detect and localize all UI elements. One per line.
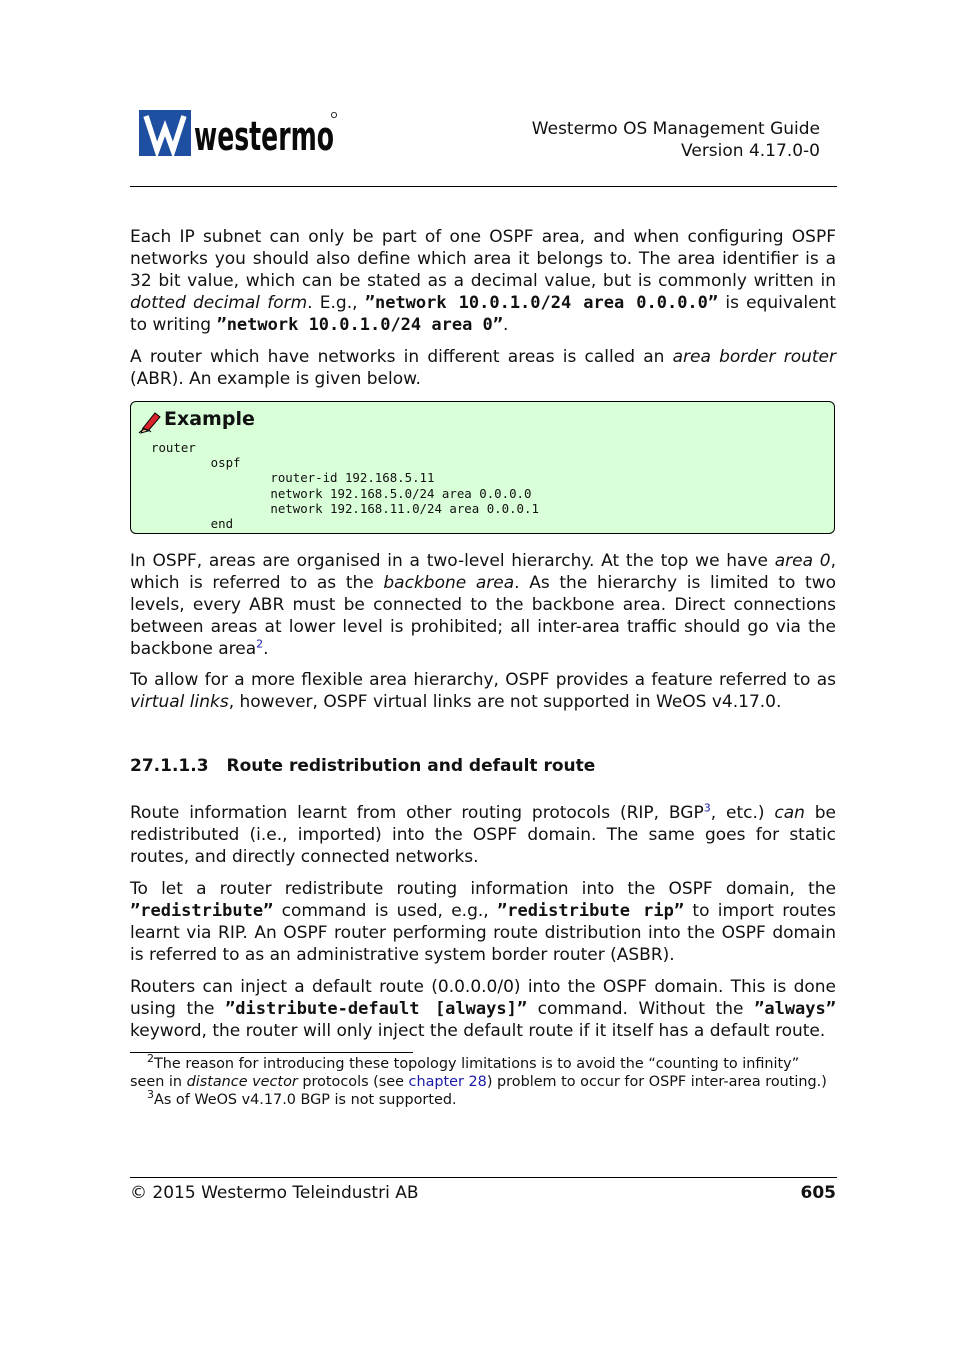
example-box <box>130 401 835 534</box>
copyright: © 2015 Westermo Teleindustri AB <box>130 1183 419 1203</box>
copyright-icon: © <box>130 1183 147 1203</box>
paragraph-redistribution: Route information learnt from other routing protocols (RIP, BGP$^3$, etc.) can be redistributed (i.e., imported) into the OSPF domain. The same goes for static routes, and directly connected networks. <box>130 801 837 867</box>
paragraph-redistribute-command: To let a router redistribute routing information into the OSPF domain, the ”redistribute” command is used, e.g., ”redistribute rip” to import routes learnt via RIP. An OSPF router performing route distribution into the OSPF domain is referred to as an administrative system border router (ASBR). <box>130 879 836 965</box>
document-header <box>532 118 820 162</box>
footer-rule <box>130 1177 837 1178</box>
paragraph-hierarchy: In OSPF, areas are organised in a two-level hierarchy. At the top we have area 0, which is referred to as the backbone area. As the hierarchy is limited to two levels, every ABR must be connected to the backbone area. Direct connections between areas at lower level is prohibited; all inter-area traffic should go via the backbone area$^2$. <box>130 551 837 659</box>
logo-wordmark: westermo <box>194 114 334 160</box>
paragraph-area-identifier: Each IP subnet can only be part of one OSPF area, and when configuring OSPF networks you should also define which area it belongs to. The area identifier is a 32 bit value, which can be stated as a decimal value, but is commonly written in dotted decimal form. E.g., ”network 10.0.1.0/24 area 0.0.0.0” is equivalent to writing ”network 10.0.1.0/24 area 0”. <box>130 227 836 335</box>
chapter-link[interactable]: chapter 28 <box>408 1074 487 1090</box>
footnote-ref-3[interactable]: 3 <box>703 801 711 815</box>
example-title: Example <box>164 408 255 430</box>
guide-version: Version 4.17.0-0 <box>681 141 820 161</box>
footnote-2: $^2$The reason for introducing these topology limitations is to avoid the “counting to infinity” seen in distance vector protocols (see chapter 28) problem to occur for OSPF inter-area routing.) <box>130 1052 827 1090</box>
section-number: 27.1.1.3 <box>130 756 209 776</box>
westermo-logo-mark <box>139 110 339 158</box>
example-code: router ospf router-id 192.168.5.11 network 192.168.5.0/24 area 0.0.0.0 network 192.168.11.0/24 area 0.0.0.1 end <box>151 440 539 532</box>
section-title: Route redistribution and default route <box>226 756 596 776</box>
footnote-rule <box>130 1052 413 1053</box>
example-pen-icon <box>137 408 163 434</box>
guide-title: Westermo OS Management Guide <box>531 119 820 139</box>
header-rule <box>130 186 837 187</box>
section-heading <box>130 756 595 776</box>
paragraph-default-route: Routers can inject a default route (0.0.0.0/0) into the OSPF domain. This is done using the ”distribute-default [always]” command. Without the ”always” keyword, the router will only inject the default route if it itself has a default route. <box>130 977 836 1041</box>
page-number: 605 <box>800 1183 836 1203</box>
footnote-3: $^3$As of WeOS v4.17.0 BGP is not supported. <box>147 1088 457 1108</box>
paragraph-abr: A router which have networks in different areas is called an area border router (ABR). An example is given below. <box>130 347 836 389</box>
westermo-logo <box>139 110 339 158</box>
paragraph-virtual-links: To allow for a more flexible area hierarchy, OSPF provides a feature referred to as virtual links, however, OSPF virtual links are not supported in WeOS v4.17.0. <box>130 670 836 712</box>
footnotes <box>130 1052 836 1109</box>
footnote-ref-2[interactable]: 2 <box>256 637 264 651</box>
